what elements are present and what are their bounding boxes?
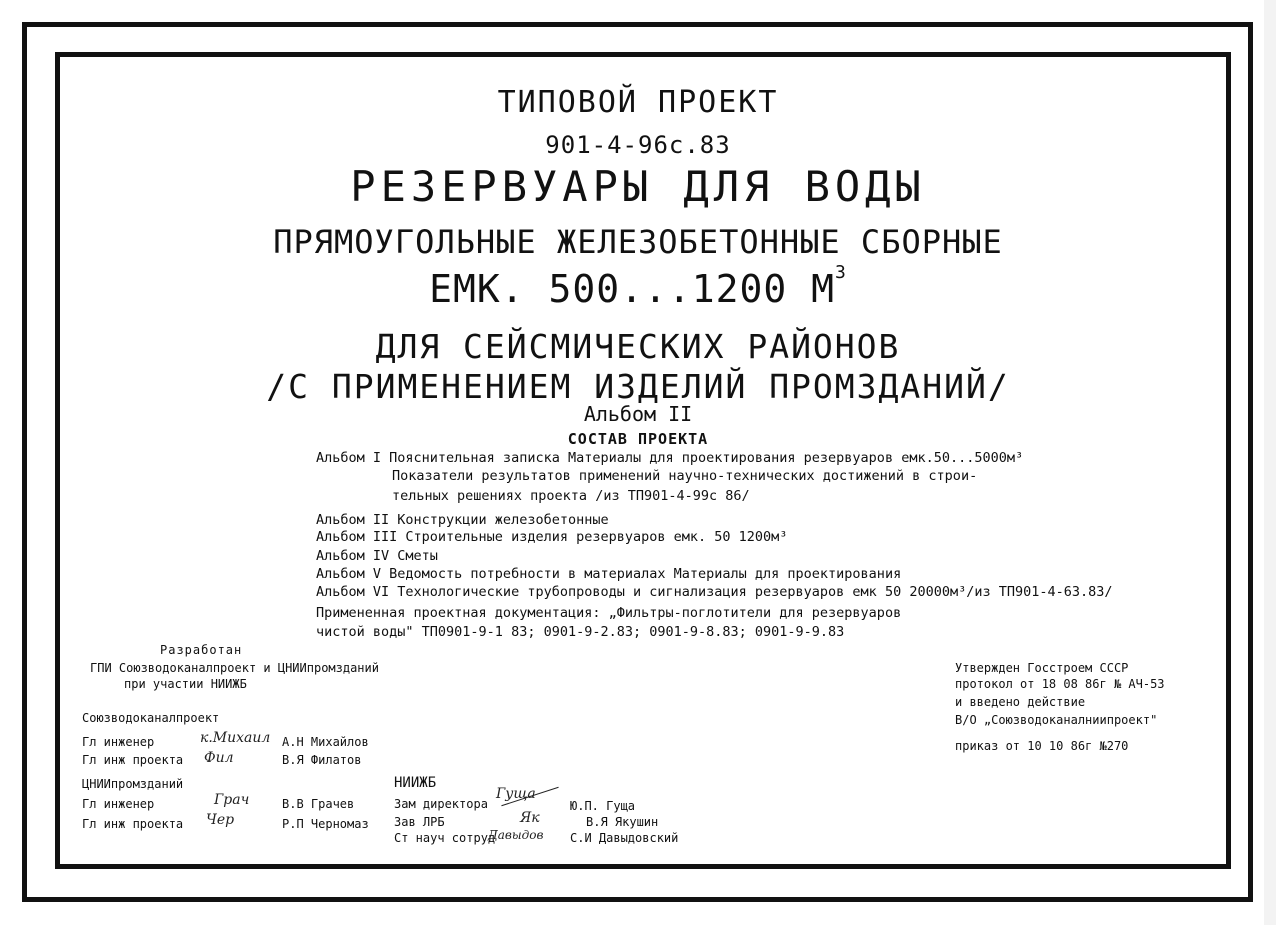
composition-line: тельных решениях проекта /из ТП901-4-99с 86/ — [392, 488, 750, 504]
signature-org: ЦНИИпромзданий — [82, 777, 184, 791]
composition-line: Альбом IV Сметы — [316, 548, 438, 564]
items-line: /С ПРИМЕНЕНИЕМ ИЗДЕЛИЙ ПРОМЗДАНИЙ/ — [266, 367, 1010, 406]
seismic-line: ДЛЯ СЕЙСМИЧЕСКИХ РАЙОНОВ — [375, 327, 901, 366]
signature-role: Зам директора — [394, 797, 488, 811]
handwritten-signature: Гуща — [496, 786, 536, 802]
signature-role: Гл инж проекта — [82, 753, 184, 767]
composition-line: Альбом III Строительные изделия резервуаров емк. 50 1200м³ — [316, 529, 788, 545]
signature-name: Р.П Черномаз — [282, 817, 369, 831]
composition-line: чистой воды" ТП0901-9-1 83; 0901-9-2.83; 0901-9-8.83; 0901-9-9.83 — [316, 624, 845, 640]
handwritten-signature: к.Михаил — [200, 730, 271, 746]
composition-line: Альбом I Пояснительная записка Материалы для проектирования резервуаров емк.50...5000м³ — [316, 450, 1024, 466]
composition-line: Показатели результатов применений научно-технических достижений в строи- — [392, 468, 978, 484]
album-label: Альбом II — [583, 402, 693, 426]
signature-role: Гл инженер — [82, 797, 155, 811]
signature-name: А.Н Михайлов — [282, 735, 369, 749]
developer-label: Разработан — [160, 643, 243, 657]
capacity-line — [0, 262, 1276, 311]
handwritten-signature: Давыдов — [488, 828, 544, 842]
composition-line: Альбом VI Технологические трубопроводы и сигнализация резервуаров емк 50 20000м³/из ТП901-4-63.83/ — [316, 584, 1113, 600]
handwritten-signature: Чер — [206, 812, 235, 828]
composition-line: Альбом II Конструкции железобетонные — [316, 512, 609, 528]
approval-line: протокол от 18 08 86г № АЧ-53 — [955, 677, 1165, 691]
capacity-superscript: 3 — [835, 262, 847, 283]
capacity-text: ЕМК. 500...1200 М — [429, 267, 836, 311]
signature-org: Союзводоканалпроект — [82, 711, 220, 725]
project-type: ТИПОВОЙ ПРОЕКТ — [497, 85, 779, 120]
composition-line: Примененная проектная документация: „Фильтры-поглотители для резервуаров — [316, 605, 902, 621]
composition-heading: СОСТАВ ПРОЕКТА — [567, 430, 709, 448]
approval-line: приказ от 10 10 86г №270 — [955, 739, 1129, 753]
signature-role: Зав ЛРБ — [394, 815, 445, 829]
signature-name: В.В Грачев — [282, 797, 355, 811]
signature-name: В.Я Якушин — [586, 815, 659, 829]
handwritten-signature: Грач — [214, 792, 250, 808]
developer-org: ГПИ Союзводоканалпроект и ЦНИИпромзданий — [90, 661, 379, 675]
project-subtitle: ПРЯМОУГОЛЬНЫЕ ЖЕЛЕЗОБЕТОННЫЕ СБОРНЫЕ — [273, 223, 1003, 261]
signature-name: В.Я Филатов — [282, 753, 362, 767]
handwritten-signature: Фил — [204, 750, 234, 766]
developer-participant: при участии НИИЖБ — [124, 677, 247, 691]
signature-name: Ю.П. Гуща — [570, 799, 636, 813]
approval-line: и введено действие — [955, 695, 1086, 709]
signature-org: НИИЖБ — [394, 775, 437, 791]
signature-role: Гл инж проекта — [82, 817, 184, 831]
composition-line: Альбом V Ведомость потребности в материалах Материалы для проектирования — [316, 566, 902, 582]
signature-role: Ст науч сотруд — [394, 831, 496, 845]
signature-name: С.И Давыдовский — [570, 831, 679, 845]
approval-line: В/О „Союзводоканалниипроект" — [955, 713, 1158, 727]
handwritten-signature: Як — [520, 810, 540, 826]
project-code: 901-4-96с.83 — [545, 131, 731, 159]
approval-line: Утвержден Госстроем СССР — [955, 661, 1129, 675]
page-title: РЕЗЕРВУАРЫ ДЛЯ ВОДЫ — [350, 162, 926, 211]
signature-role: Гл инженер — [82, 735, 155, 749]
